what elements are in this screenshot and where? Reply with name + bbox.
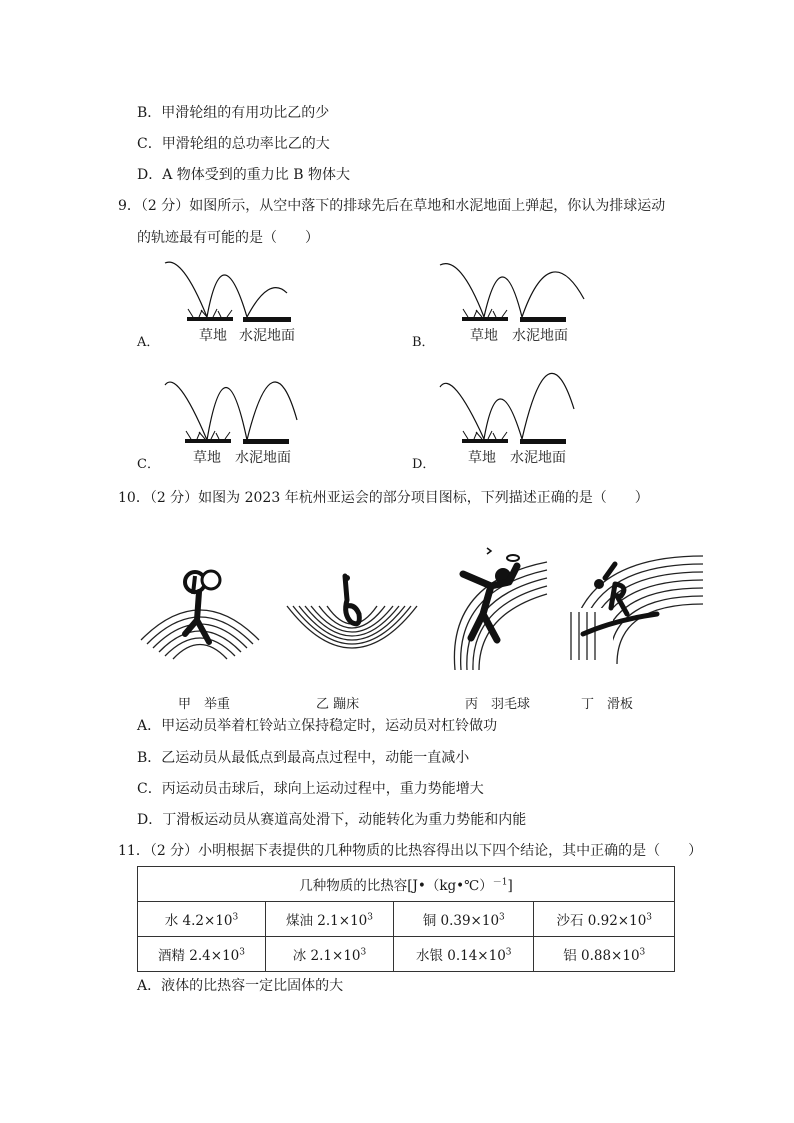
table-cell: 煤油 $2.1\times 10^3$ [266, 902, 394, 937]
q9-figure-a [137, 255, 337, 355]
badminton-pictogram [447, 542, 557, 672]
q9-stem-line1: 9．（2 分）如图所示，从空中落下的排球先后在草地和水泥地面上弹起，你认为排球运动 [118, 198, 666, 214]
specific-heat-table [137, 866, 675, 972]
concrete-label-b: 水泥地面 [512, 328, 568, 344]
q9-figure-b [412, 255, 612, 355]
trampoline-pictogram [285, 570, 419, 662]
skateboarding-pictogram [565, 548, 705, 666]
table-cell: 铜 $0.39\times 10^3$ [394, 902, 534, 937]
caption-badminton: 丙 羽毛球 [465, 697, 531, 712]
table-title-exponent: －1 [492, 877, 508, 888]
table-cell: 水 $4.2\times 10^3$ [138, 902, 266, 937]
table-title-text: 几种物质的比热容[J•（kg•℃） [299, 878, 493, 894]
weightlifting-pictogram [137, 562, 263, 662]
q8-option-d: D．A 物体受到的重力比 B 物体大 [137, 167, 350, 183]
table-cell: 铝 $0.88\times 10^3$ [534, 937, 675, 972]
caption-trampoline: 乙 蹦床 [316, 697, 360, 712]
q10-option-d: D．丁滑板运动员从赛道高处滑下，动能转化为重力势能和内能 [137, 812, 527, 828]
concrete-label-a: 水泥地面 [239, 328, 295, 344]
q10-stem: 10．（2 分）如图为 2023 年杭州亚运会的部分项目图标，下列描述正确的是（ ） [118, 490, 649, 506]
q9-letter-c: C． [137, 457, 160, 472]
q8-option-b: B．甲滑轮组的有用功比乙的少 [137, 105, 330, 121]
table-cell: 酒精 $2.4\times 10^3$ [138, 937, 266, 972]
trajectory-diagram-a [137, 255, 337, 355]
table-title-close: ] [507, 878, 513, 894]
table-cell: 沙石 $0.92\times 10^3$ [534, 902, 675, 937]
q10-option-a: A．甲运动员举着杠铃站立保持稳定时，运动员对杠铃做功 [137, 718, 498, 734]
grass-label-d: 草地 [468, 450, 496, 466]
q9-stem-line2: 的轨迹最有可能的是（ ） [137, 230, 319, 246]
table-title [138, 867, 675, 902]
q9-figure-d [412, 365, 612, 475]
q9-figure-c [137, 375, 337, 475]
q10-option-b: B．乙运动员从最低点到最高点过程中，动能一直减小 [137, 750, 470, 766]
q11-stem: 11．（2 分）小明根据下表提供的几种物质的比热容得出以下四个结论，其中正确的是（ ） [118, 843, 703, 859]
grass-label-a: 草地 [199, 328, 227, 344]
q9-letter-b: B． [412, 335, 435, 350]
concrete-label-d: 水泥地面 [510, 450, 566, 466]
q11-option-a: A．液体的比热容一定比固体的大 [137, 978, 344, 994]
table-cell: 水银 $0.14\times 10^3$ [394, 937, 534, 972]
table-row [138, 902, 675, 937]
q9-letter-d: D． [412, 457, 436, 472]
caption-skateboarding: 丁 滑板 [581, 697, 634, 712]
q10-option-c: C．丙运动员击球后，球向上运动过程中，重力势能增大 [137, 781, 484, 797]
concrete-label-c: 水泥地面 [235, 450, 291, 466]
caption-weightlifting: 甲 举重 [178, 697, 231, 712]
grass-label-b: 草地 [470, 328, 498, 344]
q9-letter-a: A． [137, 335, 160, 350]
table-cell: 冰 $2.1\times 10^3$ [266, 937, 394, 972]
table-row [138, 937, 675, 972]
q8-option-c: C．甲滑轮组的总功率比乙的大 [137, 136, 330, 152]
grass-label-c: 草地 [193, 450, 221, 466]
